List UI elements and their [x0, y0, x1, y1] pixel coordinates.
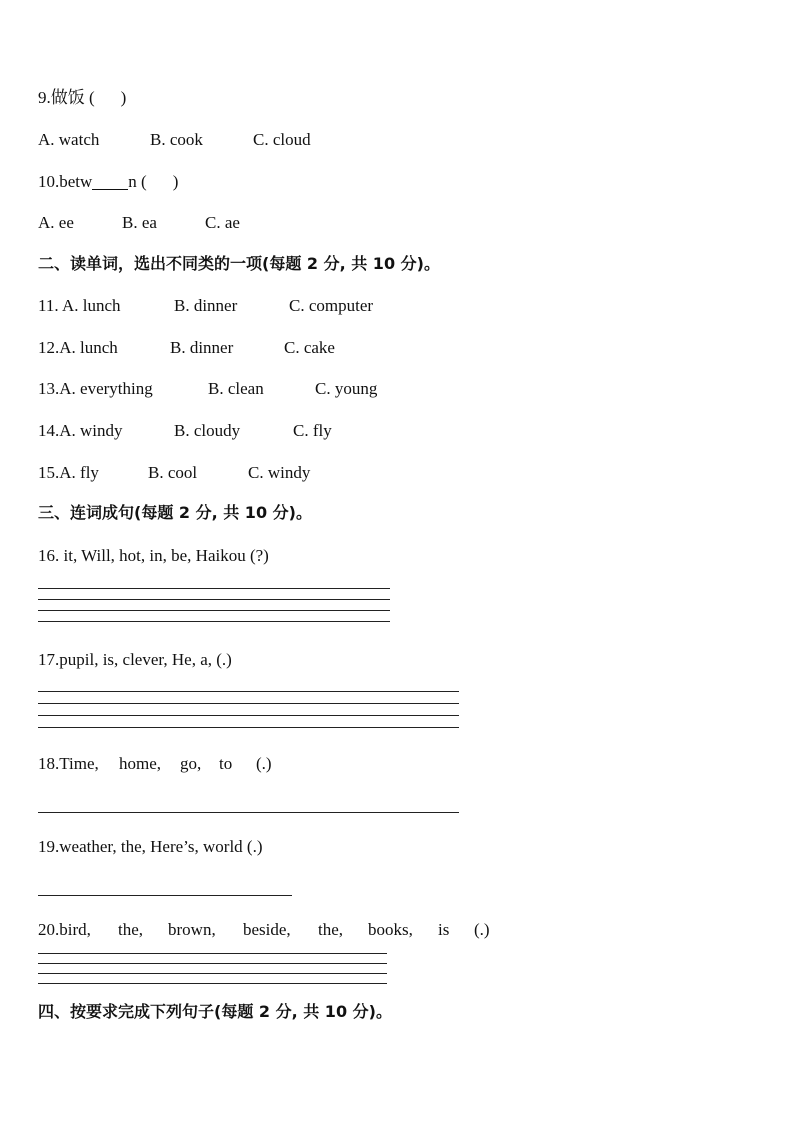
- answer-line[interactable]: [38, 973, 387, 974]
- option-b: B. cloudy: [174, 421, 241, 440]
- answer-line[interactable]: [38, 610, 390, 611]
- section-4-title: 四、按要求完成下列句子(每题 2 分, 共 10 分)。: [38, 1002, 392, 1021]
- answer-paren-close: ): [172, 172, 179, 191]
- question-number: 11.: [38, 296, 62, 315]
- answer-line[interactable]: [38, 715, 459, 716]
- answer-line[interactable]: [38, 703, 459, 704]
- word: go,: [180, 754, 202, 773]
- option-a: A. everything: [59, 379, 153, 398]
- answer-line[interactable]: [38, 983, 387, 984]
- question-number: 15.: [38, 463, 60, 482]
- answer-line[interactable]: [38, 727, 459, 728]
- option-b: B. dinner: [170, 338, 234, 357]
- word: the,: [118, 920, 144, 939]
- option-a: A. watch: [38, 130, 100, 149]
- question-9: [38, 88, 126, 108]
- fill-blank[interactable]: [92, 173, 128, 190]
- option-a: A. ee: [38, 213, 74, 232]
- option-c: C. computer: [289, 296, 374, 315]
- option-b: B. cook: [150, 130, 203, 149]
- question-10-suffix: n: [128, 172, 137, 191]
- answer-paren-close: ): [120, 88, 127, 107]
- answer-line[interactable]: [38, 599, 390, 600]
- question-17: 17.pupil, is, clever, He, a, (.): [38, 650, 232, 669]
- question-number: 14.: [38, 421, 60, 440]
- question-13-number-option-a: [38, 379, 153, 399]
- word: (.): [474, 920, 490, 939]
- answer-line[interactable]: [38, 953, 387, 954]
- word: 18.Time,: [38, 754, 99, 773]
- word: (.): [256, 754, 272, 773]
- word: beside,: [243, 920, 291, 939]
- option-b: B. dinner: [174, 296, 238, 315]
- answer-paren-open: (: [141, 172, 147, 191]
- question-number: 13.: [38, 379, 60, 398]
- word: brown,: [168, 920, 216, 939]
- question-9-number: 9.: [38, 88, 51, 107]
- answer-line[interactable]: [38, 895, 292, 896]
- question-10: [38, 172, 178, 192]
- answer-line[interactable]: [38, 621, 390, 622]
- word: the,: [318, 920, 344, 939]
- word: books,: [368, 920, 413, 939]
- question-16: 16. it, Will, hot, in, be, Haikou (?): [38, 546, 269, 565]
- option-b: B. cool: [148, 463, 198, 482]
- section-2-title: 二、读单词，选出不同类的一项(每题 2 分, 共 10 分)。: [38, 254, 440, 273]
- option-c: C. cloud: [253, 130, 311, 149]
- section-3-title: 三、连词成句(每题 2 分, 共 10 分)。: [38, 503, 312, 522]
- answer-paren-open: (: [89, 88, 95, 107]
- option-c: C. fly: [293, 421, 332, 440]
- option-c: C. young: [315, 379, 378, 398]
- question-10-prefix: 10.betw: [38, 172, 93, 191]
- answer-line[interactable]: [38, 691, 459, 692]
- option-a: A. lunch: [59, 338, 118, 357]
- question-11-number-option-a: [38, 296, 120, 316]
- option-c: C. cake: [284, 338, 335, 357]
- word: to: [219, 754, 233, 773]
- question-12-number-option-a: [38, 338, 118, 358]
- option-c: C. windy: [248, 463, 311, 482]
- option-b: B. clean: [208, 379, 264, 398]
- question-15-number-option-a: [38, 463, 99, 483]
- answer-line[interactable]: [38, 963, 387, 964]
- question-9-text: 做饭: [50, 88, 85, 107]
- option-a: A. windy: [59, 421, 123, 440]
- question-14-number-option-a: [38, 421, 123, 441]
- word: is: [438, 920, 450, 939]
- word: home,: [119, 754, 162, 773]
- option-c: C. ae: [205, 213, 240, 232]
- answer-line[interactable]: [38, 812, 459, 813]
- question-number: 12.: [38, 338, 60, 357]
- word: 20.bird,: [38, 920, 91, 939]
- answer-line[interactable]: [38, 588, 390, 589]
- question-19: 19.weather, the, Here’s, world (.): [38, 837, 263, 856]
- option-b: B. ea: [122, 213, 157, 232]
- option-a: A. lunch: [61, 296, 121, 315]
- option-a: A. fly: [59, 463, 99, 482]
